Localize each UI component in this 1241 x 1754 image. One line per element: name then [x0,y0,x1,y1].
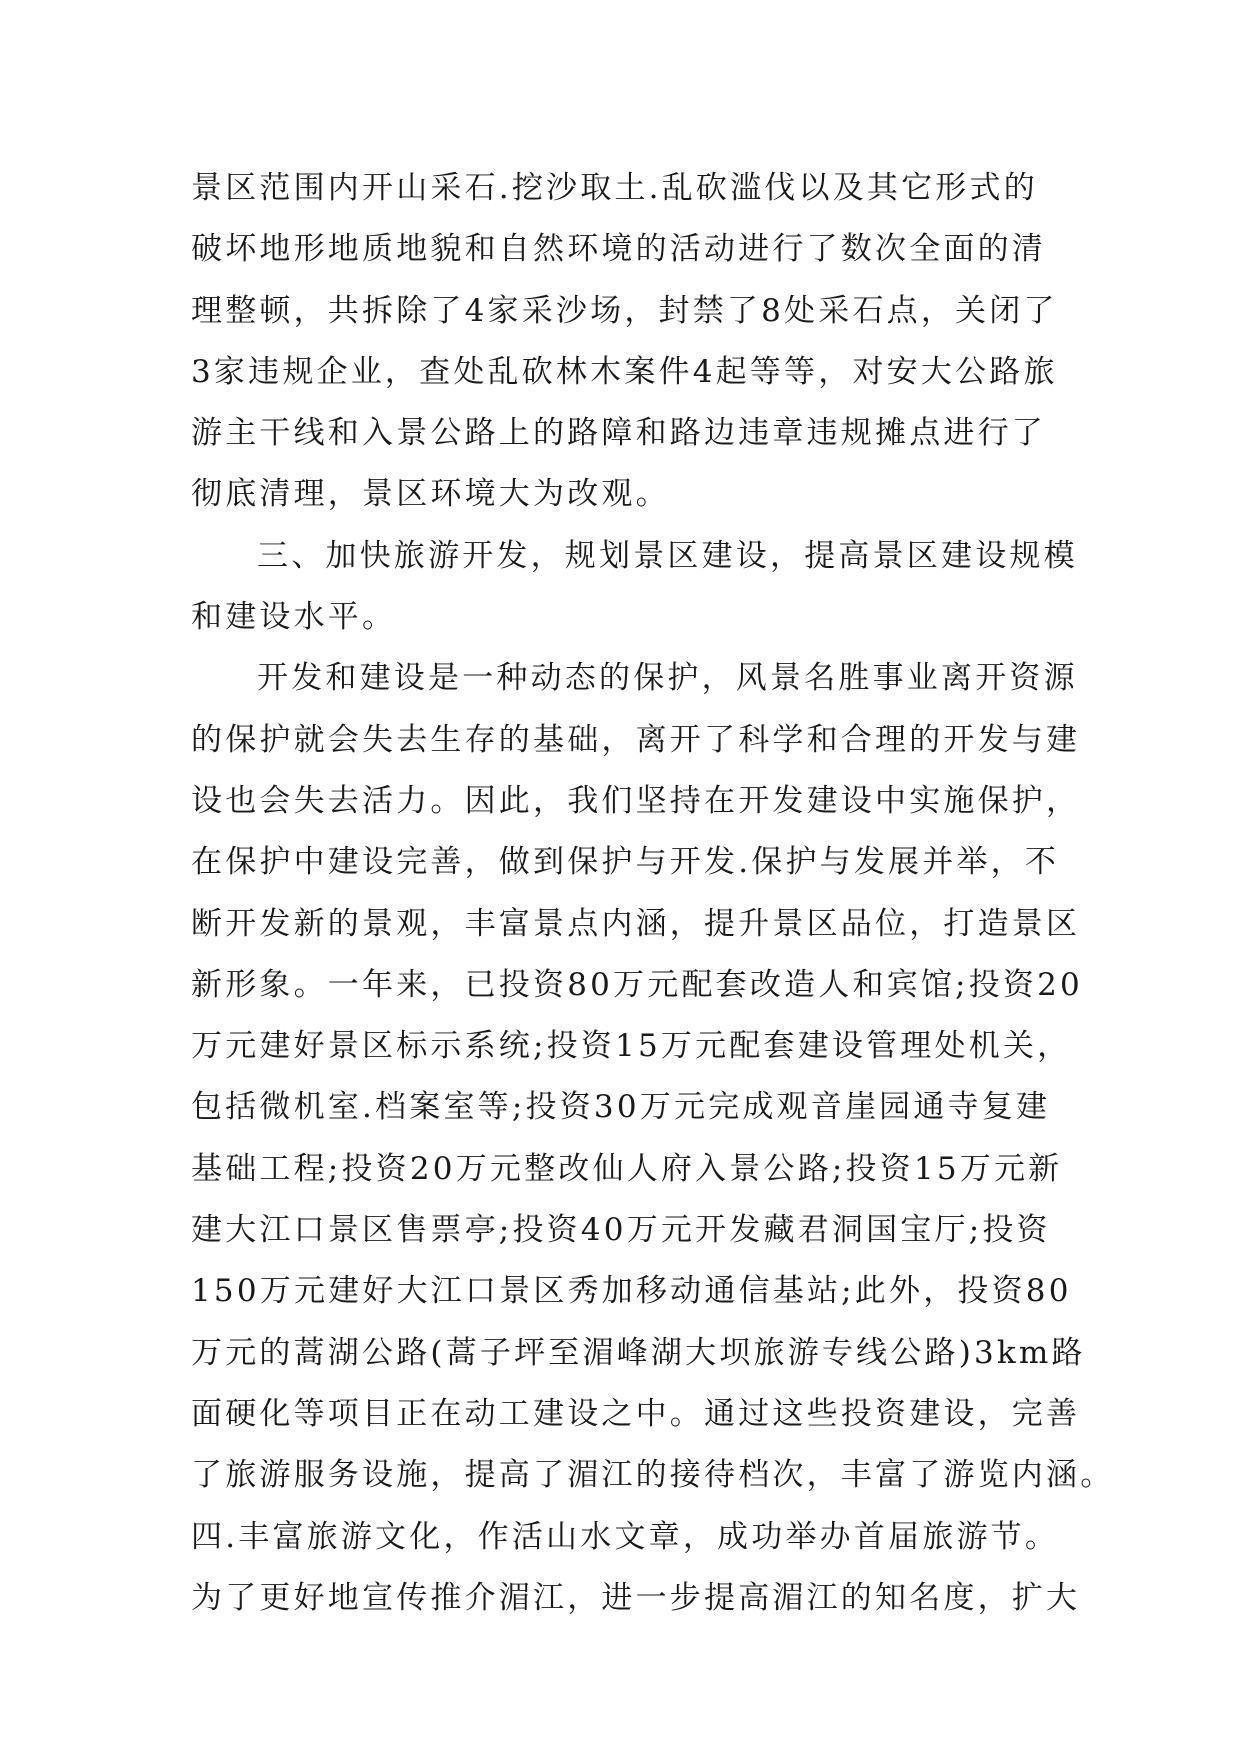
text-line: 3家违规企业，查处乱砍林木案件4起等等，对安大公路旅 [191,353,1058,390]
text-line: 景区范围内开山采石.挖沙取土.乱砍滥伐以及其它形式的 [191,170,1038,206]
text-line: 万元的蒿湖公路(蒿子坪至湄峰湖大坝旅游专线公路)3km路 [191,1334,1086,1371]
text-line: 面硬化等项目正在动工建设之中。通过这些投资建设，完善 [191,1395,1081,1432]
text-line: 彻底清理，景区环境大为改观。 [191,476,670,513]
text-line: 基础工程;投资20万元整改仙人府入景公路;投资15万元新 [191,1150,1063,1187]
document-body [191,158,1115,1629]
text-line: 的保护就会失去生存的基础，离开了科学和合理的开发与建 [191,721,1081,758]
text-line: 150万元建好大江口景区秀加移动通信基站;此外，投资80 [191,1273,1072,1310]
text-line: 万元建好景区标示系统;投资15万元配套建设管理处机关， [191,1028,1072,1065]
text-line: 破坏地形地质地貌和自然环境的活动进行了数次全面的清 [191,231,1046,268]
text-line: 游主干线和入景公路上的路障和路边违章违规摊点进行了 [191,415,1046,452]
text-line: 设也会失去活力。因此，我们坚持在开发建设中实施保护， [191,782,1081,819]
text-line: 三、加快旅游开发，规划景区建设，提高景区建设规模 [257,537,1078,574]
text-line: 在保护中建设完善，做到保护与开发.保护与发展并举，不 [191,844,1060,881]
text-line: 和建设水平。 [191,599,397,636]
text-line: 为了更好地宣传推介湄江，进一步提高湄江的知名度，扩大 [191,1579,1081,1616]
text-line: 新形象。一年来，已投资80万元配套改造人和宾馆;投资20 [191,966,1083,1003]
text-line: 四.丰富旅游文化，作活山水文章，成功举办首届旅游节。 [191,1518,1060,1555]
text-line: 包括微机室.档案室等;投资30万元完成观音崖园通寺复建 [191,1089,1051,1126]
text-line: 理整顿，共拆除了4家采沙场，封禁了8处采石点，关闭了 [191,292,1058,329]
text-line: 开发和建设是一种动态的保护，风景名胜事业离开资源 [257,660,1078,697]
text-line: 建大江口景区售票亭;投资40万元开发藏君洞国宝厅;投资 [191,1212,1051,1249]
text-line: 断开发新的景观，丰富景点内涵，提升景区品位，打造景区 [191,905,1081,942]
text-line: 了旅游服务设施，提高了湄江的接待档次，丰富了游览内涵。 [191,1457,1115,1494]
